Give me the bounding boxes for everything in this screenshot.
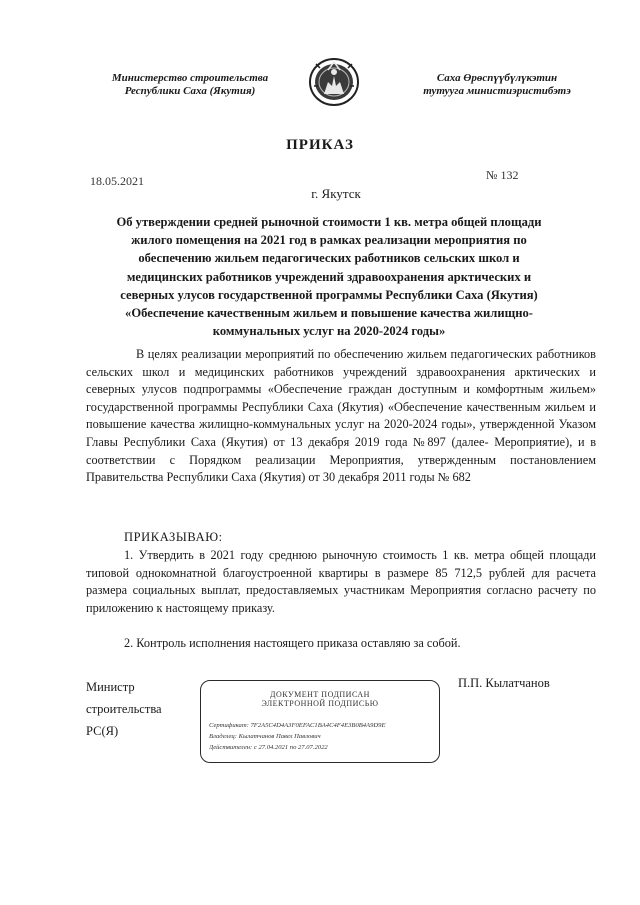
ministry-name-sakha-line2: тутууга министиэристибэтэ	[423, 85, 571, 97]
ministry-name-russian	[90, 72, 290, 98]
ministry-name-sakha	[397, 72, 597, 98]
order-keyword: ПРИКАЗЫВАЮ:	[124, 530, 223, 544]
signatory-position-line1: Министр	[86, 680, 135, 694]
ministry-name-ru-line2: Республики Саха (Якутия)	[124, 85, 256, 97]
order-item-1: 1. Утвердить в 2021 году среднюю рыночную стоимость 1 кв. метра общей площади типовой однокомнатной благоустроенной квартиры в размере 85 712,5 рублей для расчета размера социальных выплат, предоставляемых участникам Мероприятия согласно расчету по приложению к настоящему приказу.	[86, 548, 596, 615]
signatory-name: П.П. Кылатчанов	[458, 676, 550, 690]
signatory-position	[86, 676, 162, 742]
order-number: № 132	[486, 168, 519, 182]
signatory-position-line3: РС(Я)	[86, 724, 119, 738]
stamp-owner: Владелец: Кылатчанов Павел Павлович	[209, 733, 321, 740]
stamp-line-2: ЭЛЕКТРОННОЙ ПОДПИСЬЮ	[261, 699, 379, 708]
order-date: 18.05.2021	[90, 174, 144, 188]
order-subject: Об утверждении средней рыночной стоимости 1 кв. метра общей площади жилого помещения на 2021 год в рамках реализации мероприятия по обеспечению жильем педагогических работников сельских школ и медицинских работников учреждений здравоохранения арктических и северных улусов государственной программы Республики Саха (Якутия) «Обеспечение качественным жильем и повышение качества жилищно-коммунальных услуг на 2020-2024 годы»	[116, 215, 542, 339]
signatory-position-line2: строительства	[86, 702, 162, 716]
emblem-icon	[306, 56, 362, 108]
order-item-2: 2. Контроль исполнения настоящего приказа оставляю за собой.	[124, 636, 461, 650]
ministry-name-ru-line1: Министерство строительства	[111, 72, 269, 84]
ministry-name-sakha-line1: Саха Өрөспүүбүлүкэтин	[436, 72, 558, 84]
stamp-line-1: ДОКУМЕНТ ПОДПИСАН	[270, 690, 370, 699]
electronic-signature-stamp	[200, 680, 440, 763]
stamp-validity: Действителен: с 27.04.2021 по 27.07.2022	[209, 744, 328, 751]
preamble-paragraph: В целях реализации мероприятий по обеспечению жильем педагогических работников сельских школ и медицинских работников учреждений здравоохранения арктических и северных улусов подпрограммы «Обеспечение граждан доступным и комфортным жильем» государственной программы Республики Саха (Якутия) «Обеспечение качественным жильем и повышение качества жилищно-коммунальных услуг на 2020-2024 годы», утвержденной Указом Главы Республики Саха (Якутия) от 13 декабря 2019 года №897 (далее- Мероприятие), и в соответствии с Порядком реализации Мероприятия, утвержденным постановлением Правительства Республики Саха (Якутия) от 30 декабря 2011 годы № 682	[86, 347, 596, 485]
stamp-certificate: Сертификат: 7F2A5C4D4A3F0EFAC1BA4C4F4E3B0B4A9D9E	[209, 722, 386, 729]
order-city: г. Якутск	[311, 186, 361, 201]
order-title: ПРИКАЗ	[286, 137, 354, 153]
